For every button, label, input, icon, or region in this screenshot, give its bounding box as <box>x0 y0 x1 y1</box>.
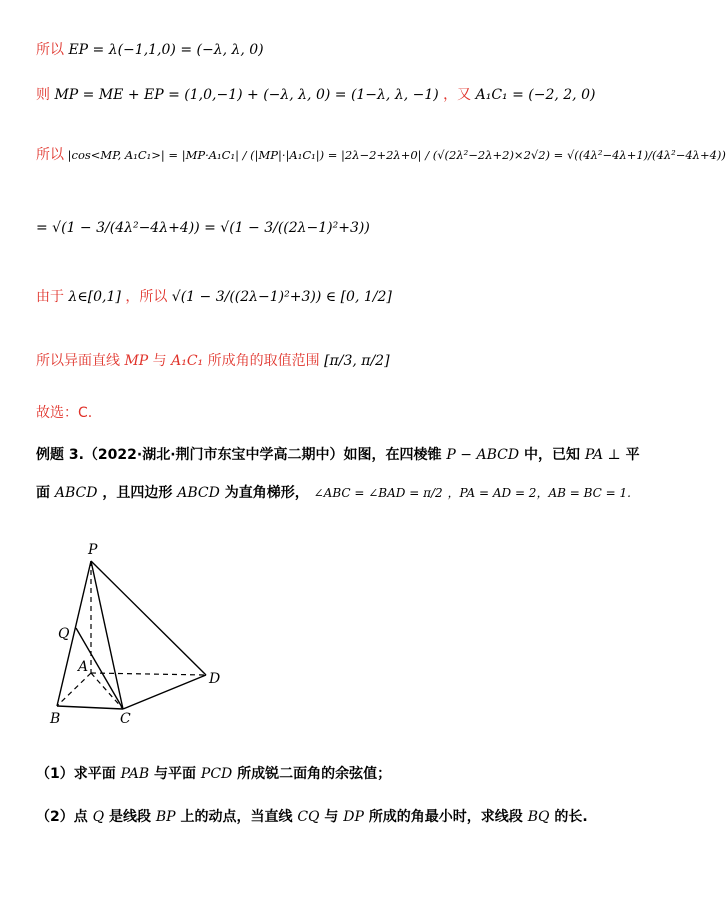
edge-AC <box>91 673 123 709</box>
line5-math1: λ∈[0,1] <box>68 289 121 305</box>
q2-m5: BQ <box>527 809 550 825</box>
edge-AD <box>91 673 206 675</box>
label-A: A <box>78 659 89 675</box>
example-heading-tail2: 平 <box>625 447 640 463</box>
example-line2-math-c: ∠ABC = ∠BAD = π/2 <box>313 486 443 500</box>
q2-b: 是线段 <box>108 809 151 825</box>
q2-m1: Q <box>92 809 105 825</box>
line2-sep: ，又 <box>443 87 472 103</box>
line5-math2: √(1 − 3/((2λ−1)²+3)) ∈ [0, 1/2] <box>171 289 392 305</box>
q2-m2: BP <box>155 809 176 825</box>
edge-PC <box>91 561 123 709</box>
line1-math: EP = λ(−1,1,0) = (−λ, λ, 0) <box>68 42 264 58</box>
label-P: P <box>88 542 98 558</box>
solution-line-2 <box>36 85 595 105</box>
label-D: D <box>209 671 221 687</box>
example-line2-math-a: ABCD <box>54 485 98 501</box>
q2-d: 与 <box>324 809 339 825</box>
line4-math: = √(1 − 3/(4λ²−4λ+4)) = √(1 − 3/((2λ−1)²+3)) <box>36 220 370 236</box>
q2-f: 的长. <box>554 809 588 825</box>
line2-math: MP = ME + EP = (1,0,−1) + (−λ, λ, 0) = (1−λ, λ, −1) <box>54 87 439 103</box>
example-heading-line-2 <box>36 483 631 503</box>
example-line2-math-d: ，PA = AD = 2，AB = BC = 1. <box>447 486 631 500</box>
edge-CD <box>123 675 206 709</box>
q1-m1: PAB <box>120 766 150 782</box>
solution-line-1 <box>36 40 264 60</box>
example-heading-line-1 <box>36 445 640 465</box>
q2-a: （2）点 <box>36 809 88 825</box>
edge-QC <box>76 628 123 709</box>
line6-prefix: 所以异面直线 <box>36 353 120 369</box>
line6-math: [π/3, π/2] <box>324 353 390 369</box>
q1-a: （1）求平面 <box>36 766 116 782</box>
question-1 <box>36 764 391 784</box>
example-heading: 例题 3.（2022·湖北·荆门市东宝中学高二期中）如图，在四棱锥 <box>36 447 442 463</box>
label-C: C <box>120 711 131 727</box>
example-line2-a: 面 <box>36 485 50 501</box>
line6-suffix: 所成角的取值范围 <box>207 353 320 369</box>
line5-mid: ，所以 <box>125 289 168 305</box>
label-Q: Q <box>58 626 70 642</box>
line6-ac: A₁C₁ <box>171 353 204 369</box>
edge-PD <box>91 561 206 675</box>
q2-e: 所成的角最小时，求线段 <box>368 809 523 825</box>
solution-line-6 <box>36 351 390 371</box>
question-2 <box>36 807 588 827</box>
example-line2-math-b: ABCD <box>177 485 220 501</box>
edge-BC <box>57 706 123 709</box>
q2-m3: CQ <box>297 809 320 825</box>
example-heading-tail: 中，已知 <box>523 447 580 463</box>
line1-prefix: 所以 <box>36 42 64 58</box>
solution-line-4 <box>36 218 370 238</box>
line6-mp: MP <box>124 353 149 369</box>
example-line2-b: ，且四边形 <box>102 485 173 501</box>
solution-line-5 <box>36 287 392 307</box>
example-heading-math2: PA ⊥ <box>584 447 621 463</box>
example-line2-c: 为直角梯形， <box>224 485 309 501</box>
edge-AB <box>57 673 91 706</box>
solution-line-3 <box>36 145 726 165</box>
line3-prefix: 所以 <box>36 147 64 163</box>
line2-prefix: 则 <box>36 87 50 103</box>
line6-and: 与 <box>152 353 167 369</box>
line3-math: |cos<MP, A₁C₁>| = |MP·A₁C₁| / (|MP|·|A₁C₁|) = |2λ−2+2λ+0| / (√(2λ²−2λ+2)×2√2) = √((4λ²−4λ+1)/(4λ²−4λ+4)) <box>67 148 726 162</box>
line2-math2: A₁C₁ = (−2, 2, 0) <box>475 87 596 103</box>
label-B: B <box>50 711 61 727</box>
q1-c: 所成锐二面角的余弦值； <box>237 766 392 782</box>
q1-b: 与平面 <box>154 766 197 782</box>
q2-m4: DP <box>343 809 364 825</box>
q2-c: 上的动点，当直线 <box>180 809 293 825</box>
answer-text: 故选：C. <box>36 405 93 421</box>
q1-m2: PCD <box>200 766 233 782</box>
edge-PB <box>57 561 91 706</box>
line5-prefix: 由于 <box>36 289 64 305</box>
example-heading-math: P − ABCD <box>446 447 520 463</box>
